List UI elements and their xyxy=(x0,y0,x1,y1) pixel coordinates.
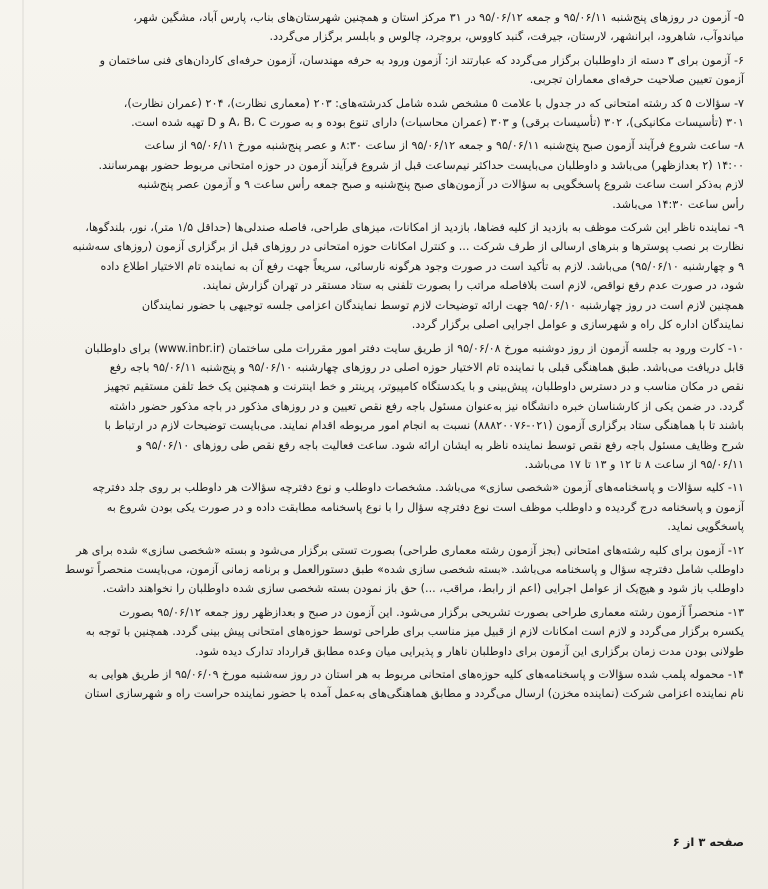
text-line: ۱۱- کلیه سؤالات و پاسخنامه‌های آزمون «شخصی سازی» می‌باشد. مشخصات داوطلب و نوع دفترچه سؤالات هر داوطلب بر روی جلد دفترچه xyxy=(92,481,744,495)
text-line: ۹- نماینده ناظر این شرکت موظف به بازدید از کلیه فضاها، بازدید از امکانات، میزهای طراحی، فاصله صندلی‌ها (حداقل ۱/۵ متر)، نور، بلندگوها، xyxy=(85,221,744,235)
paragraph-p9 xyxy=(14,218,744,334)
text-line: ۱۰- کارت ورود به جلسه آزمون از روز دوشنبه مورخ ۹۵/۰۶/۰۸ از طریق سایت دفتر امور مقررات ملی ساختمان (www.inbr.ir) برای داوطلبان xyxy=(84,341,744,355)
text-line: ۱۴- محموله پلمب شده سؤالات و پاسخنامه‌های کلیه حوزه‌های امتحانی مربوط به هر استان در روز سه‌شنبه مورخ ۹۵/۰۶/۰۹ از طریق هوایی به xyxy=(88,668,744,681)
text-line: ۶- آزمون برای ۳ دسته از داوطلبان برگزار می‌گردد که عبارتند از: آزمون ورود به حرفه مهندسان، آزمون حرفه‌ای کاردان‌های فنی ساختمان و xyxy=(99,53,744,67)
text-line: نام نماینده اعزامی شرکت (نماینده مخزن) ارسال می‌گردد و مطابق هماهنگی‌های به‌عمل آمده با حضور نماینده حراست راه و شهرسازی استان xyxy=(84,687,744,701)
paragraph-p5 xyxy=(14,8,744,47)
text-line: ۳۰۱ (تأسیسات مکانیکی)، ۳۰۲ (تأسیسات برقی) و ۳۰۳ (عمران محاسبات) دارای تنوع بوده و به صورت A، B، C و D تهیه شده است. xyxy=(131,116,744,130)
text-line: همچنین لازم است در روز چهارشنبه ۹۵/۰۶/۱۰ جهت ارائه توضیحات لازم توسط نمایندگان اعزامی جلسه توجیهی با حضور نمایندگان xyxy=(141,298,744,312)
text-line: نظارت بر نصب پوسترها و بنرهای ارسالی از طرف شرکت ... و کنترل امکانات حوزه امتحانی در روزهای قبل از برگزاری آزمون (روزهای سه‌شنبه xyxy=(72,240,744,254)
paragraph-p7 xyxy=(14,94,744,133)
text-line: آزمون و پاسخنامه درج گردیده و داوطلب موظف است نوع دفترچه سؤال را با نوع پاسخنامه مطابقت داده و در صورت یکی بودن شروع به xyxy=(106,500,744,514)
text-line: میاندوآب، شاهرود، ابرانشهر، لارستان، جیرفت، گنبد کاووس، بروجرد، چالوس و بابلسر برگزار می‌گردد. xyxy=(269,30,744,44)
page-number: صفحه ۳ از ۶ xyxy=(672,835,744,849)
text-line: نمایندگان اداره کل راه و شهرسازی و عوامل اجرایی اصلی برگزار گردد. xyxy=(411,318,744,332)
paragraph-p10 xyxy=(14,339,744,475)
paragraph-p12 xyxy=(14,541,744,599)
text-line: آزمون تعیین صلاحیت حرفه‌ای معماران تجربی. xyxy=(529,73,744,87)
text-line: ۱۲- آزمون برای کلیه رشته‌های امتحانی (بجز آزمون رشته معماری طراحی) بصورت تستی برگزار می‌شود و بسته «شخصی سازی» شده برای هر xyxy=(76,543,744,557)
paragraph-p14 xyxy=(14,665,744,704)
text-line: داوطلب باز شود و هیچ‌یک از عوامل اجرایی (اعم از رابط، مراقب، ...) حق باز نمودن بسته شخصی سازی شده داوطلبان را نخواهند داشت. xyxy=(102,582,744,596)
text-line: ۹۵/۰۶/۱۱ از ساعت ۸ تا ۱۲ و ۱۳ تا ۱۷ می‌باشد. xyxy=(524,457,744,471)
text-line: رأس ساعت ۱۴:۳۰ می‌باشد. xyxy=(612,197,744,211)
text-line: ۸- ساعت شروع فرآیند آزمون صبح پنج‌شنبه ۹۵/۰۶/۱۱ و جمعه ۹۵/۰۶/۱۲ از ساعت ۸:۳۰ و عصر پنج‌شنبه مورخ ۹۵/۰۶/۱۱ از ساعت xyxy=(144,139,744,153)
text-line: پاسخگویی نماید. xyxy=(667,520,744,534)
paragraph-p13 xyxy=(14,603,744,661)
text-line: ۱۴:۰۰ (۲ بعدازظهر) می‌باشد و داوطلبان می‌بایست حداکثر نیم‌ساعت قبل از شروع فرآیند آزمون در حوزه امتحانی مربوط حضور بهمرسانند. xyxy=(98,158,744,172)
text-line: قابل دریافت می‌باشد. طبق هماهنگی قبلی با نماینده تام الاختیار حوزه اصلی در روزهای چهارشنبه ۹۵/۰۶/۱۰ و پنج‌شنبه ۹۵/۰۶/۱۱ باجه رفع xyxy=(109,360,744,374)
paragraph-p11 xyxy=(14,478,744,536)
paragraph-p6 xyxy=(14,51,744,90)
text-line: باشند تا با هماهنگی ستاد برگزاری آزمون (۰۲۱-۸۸۸۲۰۰۷۶) نسبت به انجام امور مربوطه اقدام نمایند. می‌بایست توضیحات لازم در ارتباط با xyxy=(104,419,744,433)
text-line: ۹ و چهارشنبه ۹۵/۰۶/۱۰) می‌باشد. لازم به تأکید است در صورت وجود هرگونه نارسائی، سریعاً جهت رفع آن به نماینده تام الاختیار اطلاع داده xyxy=(100,259,744,273)
text-line: ۷- سؤالات ۵ کد رشته امتحانی که در جدول با علامت ٥ مشخص شده شامل کدرشته‌های: ۲۰۳ (معماری نظارت)، ۲۰۴ (عمران نظارت)، xyxy=(123,96,744,110)
text-line: داوطلب شامل دفترچه سؤال و پاسخنامه می‌باشد. «بسته شخصی سازی شده» طبق دستورالعمل و برنامه زمانی آزمون، می‌بایست منحصراً توسط xyxy=(64,562,744,576)
paragraph-p8 xyxy=(14,136,744,214)
document-body xyxy=(14,8,744,708)
text-line: نقص در مکان مناسب و در دسترس داوطلبان، پیش‌بینی و با یکدستگاه کامپیوتر، پرینتر و خط اینترنت و همچنین یک خط تلفن مستقیم تجهیز xyxy=(104,380,744,394)
text-line: لازم به‌ذکر است ساعت شروع پاسخگویی به سؤالات در آزمون‌های صبح پنج‌شنبه و صبح جمعه رأس ساعت ۹ و آزمون عصر پنج‌شنبه xyxy=(137,178,744,192)
text-line: شرح وظایف مسئول باجه رفع نقص توسط نماینده ناظر به ایشان ارائه شود. ساعت فعالیت باجه رفع نقص طی روزهای ۹۵/۰۶/۱۰ و xyxy=(136,438,744,452)
text-line: ۱۳- منحصراً آزمون رشته معماری طراحی بصورت تشریحی برگزار می‌شود. این آزمون در صبح و بعدازظهر روز جمعه ۹۵/۰۶/۱۲ بصورت xyxy=(119,605,744,619)
text-line: ۵- آزمون در روزهای پنج‌شنبه ۹۵/۰۶/۱۱ و جمعه ۹۵/۰۶/۱۲ در ۳۱ مرکز استان و همچنین شهرستان‌های بناب، پارس آباد، مشگین شهر، xyxy=(133,11,744,24)
text-line: یکسره برگزار می‌گردد و لازم است امکانات لازم از قبیل میز مناسب برای طراحی توسط حوزه‌های امتحانی پیش بینی گردد. همچنین با توجه به xyxy=(85,625,744,639)
text-line: طولانی بودن مدت زمان برگزاری این آزمون برای داوطلبان ناهار و پذیرایی میان وعده مطابق قرارداد تدارک دیده شود. xyxy=(195,644,744,658)
text-line: شود، در صورت عدم رفع نواقص، لازم است بلافاصله مراتب را بصورت تلفنی به ستاد مستقر در تهران گزارش نمایند. xyxy=(202,279,744,293)
text-line: گردد. در ضمن یکی از کارشناسان خبره دانشگاه نیز به‌عنوان مسئول باجه رفع نقص تعیین و در روزهای مذکور در باجه مذکور حضور داشته xyxy=(109,399,744,413)
